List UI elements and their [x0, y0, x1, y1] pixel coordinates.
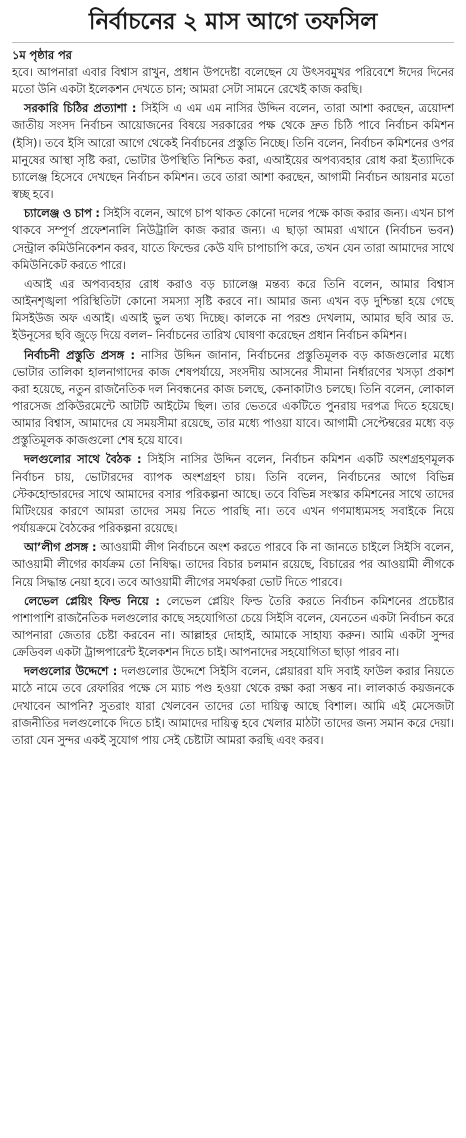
- paragraph-text: সিইসি এ এম এম নাসির উদ্দিন বলেন, তারা আশা করছেন, ত্রয়োদশ জাতীয় সংসদ নির্বাচন আয়োজনের বিষয়ে সরকারের পক্ষ থেকে দ্রুত চিঠি পাবে নির্বাচন কমিশন (ইসি)। তবে ইসি আরো আগে থেকেই নির্বাচনের প্রস্তুতি নিচ্ছে। তিনি বলেন, নির্বাচন কমিশনের ওপর মানুষের আস্থা সৃষ্টি করা, ভোটার উপস্থিতি নিশ্চিত করা, এআইয়ের অপব্যবহার রোধ করা ইত্যাদিকে চ্যালেঞ্জ হিসেবে দেখছেন নির্বাচন কমিশন। তবে তারা আশা করছেন, আগামী নির্বাচন আয়নার মতো স্বচ্ছ হবে।: [12, 102, 454, 202]
- subhead-challenge-pressure: চ্যালেঞ্জ ও চাপ :: [24, 207, 100, 221]
- paragraph-meeting-with-parties: [12, 451, 454, 537]
- paragraph-election-preparation: [12, 347, 454, 450]
- paragraph-text: সিইসি নাসির উদ্দিন বলেন, নির্বাচন কমিশন একটি অংশগ্রহণমূলক নির্বাচন চায়, ভোটারদের ব্যাপক অংশগ্রহণ চায়। তিনি বলেন, নির্বাচনের আগে বিভিন্ন স্টেকহোল্ডারদের সাথে আমাদের বসার পরিকল্পনা আছে। তবে বিভিন্ন সংস্কার কমিশনের সাথে তাদের মিটিংয়ের কারণে আমরা তাদের সময় নিতে পারছি না। তবে এখন গণমাধ্যমসহ সবাইকে নিয়ে পর্যায়ক্রমে বৈঠকের পরিকল্পনা রয়েছে।: [12, 453, 454, 536]
- paragraph-awami-league: [12, 539, 454, 590]
- subhead-message-to-parties: দলগুলোর উদ্দেশে :: [24, 665, 118, 679]
- paragraph-text: আওয়ামী লীগ নির্বাচনে অংশ করতে পারবে কি না জানতে চাইলে সিইসি বলেন, আওয়ামী লীগের কার্যক্রম তো নিষিদ্ধ। তাদের বিচার চলমান রয়েছে, বিচারের পর আওয়ামী লীগকে নিয়ে সিদ্ধান্ত নেয়া হবে। তবে আওয়ামী লীগের সমর্থকরা ভোট দিতে পারবে।: [12, 541, 454, 589]
- subhead-meeting-with-parties: দলগুলোর সাথে বৈঠক :: [24, 453, 142, 467]
- paragraph-text: এআই এর অপব্যবহার রোধ করাও বড় চ্যালেঞ্জ মন্তব্য করে তিনি বলেন, আমার বিশ্বাস আইনশৃঙ্খলা পরিস্থিতিটা কোনো সমস্যা সৃষ্টি করবে না। আমার জন্য এখন বড় দুশ্চিন্তা হয়ে গেছে মিসইউজ অফ এআই। এআই ভুল তথ্য দিচ্ছে। কালকে না পরশু দেখলাম, আমার ছবি আর ড. ইউনূসের ছবি জুড়ে দিয়ে বলল– নির্বাচনের তারিখ ঘোষণা করেছেন প্রধান নির্বাচন কমিশন।: [12, 277, 454, 343]
- paragraph-government-letter: [12, 100, 454, 203]
- subhead-government-letter: সরকারি চিঠির প্রত্যাশা :: [24, 102, 137, 116]
- subhead-level-playing-field: লেভেল প্লেয়িং ফিল্ড নিয়ে :: [24, 594, 160, 608]
- paragraph-text: লেভেল প্লেয়িং ফিল্ড তৈরি করতে নির্বাচন কমিশনের প্রচেষ্টার পাশাপাশি রাজনৈতিক দলগুলোর কাছে সহযোগিতা চেয়ে সিইসি বলেন, যেনতেন একটা নির্বাচন করে আপনারা জেতার চেষ্টা করবেন না। আল্লাহর দোহাই, আমাকে সাহায্য করুন। আমি একটা সুন্দর ক্রেডিবল একটা ট্রান্সপারেন্ট ইলেকশন দিতে চাই। আপনাদের সহযোগিতা ছাড়া পারব না।: [12, 594, 454, 660]
- paragraph-text: দলগুলোর উদ্দেশে সিইসি বলেন, প্লেয়াররা যদি সবাই ফাউল করার নিয়তে মাঠে নামে তবে রেফারির পক্ষে সে ম্যাচ পণ্ড হওয়া থেকে রক্ষা করা সম্ভব না। লালকার্ড কয়জনকে দেখাবেন আপনি? সুতরাং যারা খেলবেন তাদের তো দায়িত্ব আছে বিশাল। আমি এই মেসেজটা রাজনীতির দলগুলোকে দিতে চাই। আমাদের দায়িত্ব হবে খেলার মাঠটা তাদের জন্য সমান করে দেয়া। তারা যেন সুন্দর একই সুযোগ পায় সেই চেষ্টাটা আমরা করছি এবং করব।: [12, 665, 455, 747]
- paragraph-challenge-pressure: [12, 205, 454, 274]
- continued-from-page-1: ১ম পৃষ্ঠার পর: [12, 49, 72, 62]
- paragraph-message-to-parties: [12, 663, 454, 749]
- paragraph-ai-misuse: [12, 276, 454, 345]
- paragraph-text: সিইসি বলেন, আগে চাপ থাকত কোনো দলের পক্ষে কাজ করার জন্য। এখন চাপ থাকবে সম্পূর্ণ প্রফেশনালি নিউট্রালি কাজ করার জন্য। এ ছাড়া আমরা এখানে (নির্বাচন ভবন) সেন্ট্রাল কমিউনিকেশন করব, যাতে ফিল্ডের কেউ যদি চাপাচাপি করে, তখন যেন তারা আমাদের সাথে কমিউনিকেট করতে পারে।: [12, 207, 454, 272]
- subhead-election-preparation: নির্বাচনী প্রস্তুতি প্রসঙ্গ :: [24, 348, 136, 362]
- headline: নির্বাচনের ২ মাস আগে তফসিল: [12, 6, 454, 43]
- paragraph-continuation: [12, 64, 454, 98]
- paragraph-text: হবে। আপনারা এবার বিশ্বাস রাখুন, প্রধান উপদেষ্টা বলেছেন যে উৎসবমুখর পরিবেশে ঈদের দিনের মতো উনি একটা ইলেকশন দেখতে চান; আমরা সেটা সামনে রেখেই কাজ করছি।: [12, 66, 454, 97]
- subhead-awami-league: আ’লীগ প্রসঙ্গ :: [24, 541, 97, 555]
- paragraph-level-playing-field: [12, 593, 454, 662]
- paragraph-text: নাসির উদ্দিন জানান, নির্বাচনের প্রস্তুতিমূলক বড় কাজগুলোর মধ্যে ভোটার তালিকা হালনাগাদের কাজ শেষপর্যায়ে, সংসদীয় আসনের সীমানা নির্ধারণের খসড়া প্রকাশ করা হয়েছে, নতুন রাজনৈতিক দল নিবন্ধনের কাজ চলছে, কেনাকাটাও চলছে। তিনি বলেন, লোকাল পারসেজ প্রকিউরমেন্টে আটটি আইটেম ছিল। তার ভেতরে একটিতে পুনরায় দরপত্র দিতে হয়েছে। আমার বিশ্বাস, আমাদের যে সময়সীমা রয়েছে, তার মধ্যে পাওয়া যাবে। আগামী সেপ্টেম্বরের মধ্যে বড় প্রস্তুতিমূলক কাজগুলো শেষ হয়ে যাবে।: [12, 348, 454, 448]
